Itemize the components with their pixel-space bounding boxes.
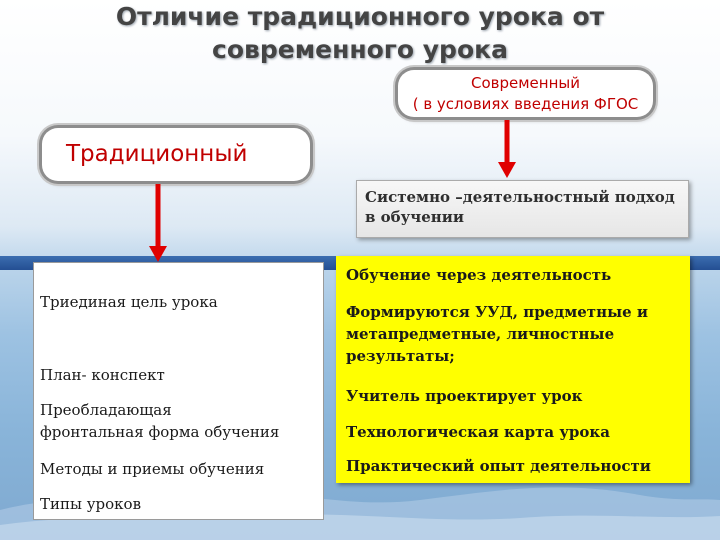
modern-lesson-sublabel: ( в условиях введения ФГОС: [412, 95, 639, 113]
approach-line-1: Системно –деятельностный подход: [365, 188, 675, 206]
approach-line-2: в обучении: [365, 208, 465, 226]
list-item: Практический опыт деятельности: [346, 457, 651, 475]
modern-lesson-box: [398, 70, 653, 117]
traditional-lesson-box: [42, 128, 310, 181]
list-item: Триединая цель урока: [40, 293, 218, 311]
list-item: Учитель проектирует урок: [346, 387, 583, 405]
list-item: Обучение через деятельность: [346, 266, 612, 284]
list-item: Технологическая карта урока: [346, 423, 610, 441]
modern-lesson-label: Современный: [471, 74, 580, 92]
traditional-lesson-label: Традиционный: [66, 141, 248, 167]
system-activity-approach-box: [356, 180, 689, 238]
list-item: Типы уроков: [40, 495, 142, 513]
arrow-down-modern-icon: [497, 120, 517, 180]
list-item: Методы и приемы обучения: [40, 460, 265, 478]
list-item: План- конспект: [40, 366, 165, 384]
modern-features-panel: [336, 256, 690, 483]
list-item: Формируются УУД, предметные и метапредметные, личностные результаты;: [346, 303, 648, 365]
traditional-features-panel: [33, 262, 324, 520]
list-item: Преобладающая фронтальная форма обучения: [40, 401, 280, 441]
title-line-1: Отличие традиционного урока от: [115, 2, 605, 31]
arrow-down-traditional-icon: [148, 184, 168, 264]
page-title: [0, 0, 720, 66]
title-line-2: современного урока: [212, 35, 508, 64]
